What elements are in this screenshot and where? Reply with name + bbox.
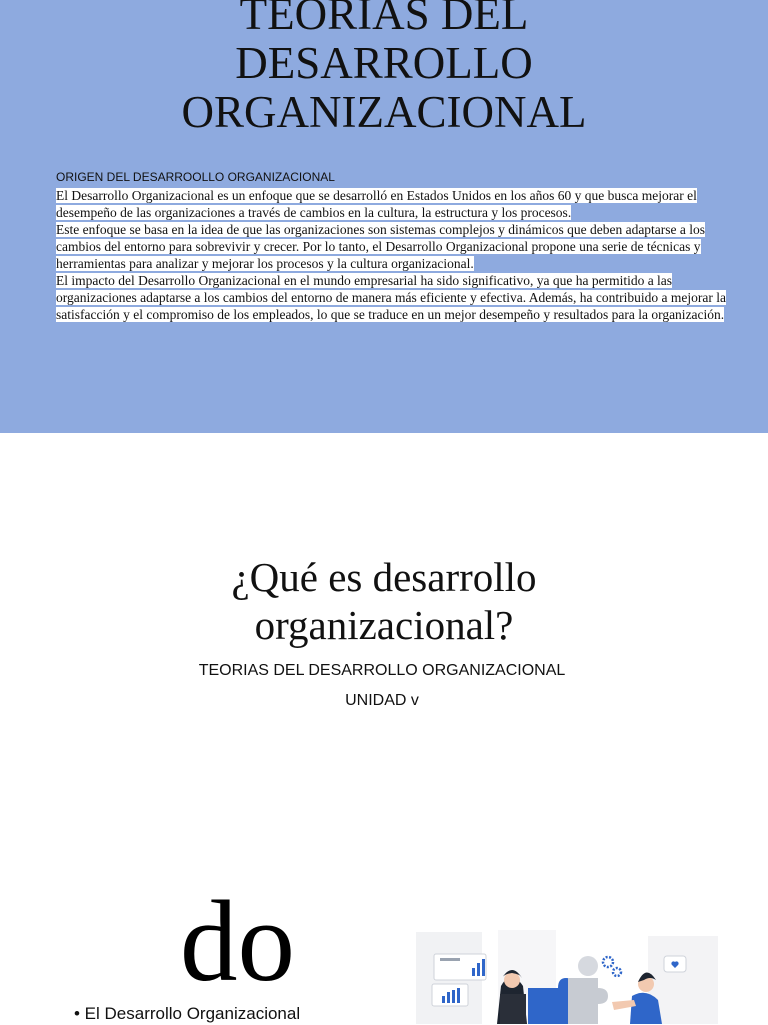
slide-2-title <box>0 553 768 649</box>
section-heading: ORIGEN DEL DESARROOLLO ORGANIZACIONAL <box>56 170 335 184</box>
title-line: ¿Qué es desarrollo <box>231 554 537 600</box>
title-line: organizacional? <box>254 602 514 648</box>
slide-1 <box>0 0 768 433</box>
title-line: ORGANIZACIONAL <box>181 87 587 137</box>
bar-chart-icon <box>434 954 486 980</box>
paragraph-text: El Desarrollo Organizacional es un enfoque que se desarrolló en Estados Unidos en los años 60 y que busca mejorar el desempeño de las organizaciones a través de cambios en la cultura, la estructura y los procesos. <box>56 188 697 220</box>
paragraph-text: Este enfoque se basa en la idea de que las organizaciones son sistemas complejos y dinámicos que deben adaptarse a los cambios del entorno para sobrevivir y crecer. Por lo tanto, el Desarrollo Organizacional propone una serie de técnicas y herramientas para analizar y mejorar los procesos y la cultura organizacional. <box>56 222 706 271</box>
bar-chart-icon <box>432 984 468 1006</box>
unit-label: UNIDAD v <box>345 692 419 709</box>
title-line: TEORIAS DEL <box>239 0 529 39</box>
bullet-item: • El Desarrollo Organizacional <box>74 1004 301 1023</box>
paragraph <box>56 187 736 221</box>
paragraph <box>56 272 736 323</box>
title-line: DESARROLLO <box>235 38 533 88</box>
gear-icon <box>603 957 621 976</box>
slide-2-subtitle: TEORIAS DEL DESARROLLO ORGANIZACIONAL <box>198 662 566 679</box>
body-text <box>56 187 736 323</box>
paragraph <box>56 221 736 272</box>
big-heading: do <box>180 878 295 1005</box>
chat-bubble-icon <box>664 956 686 972</box>
paragraph-text: El impacto del Desarrollo Organizacional en el mundo empresarial ha sido significativo, ya que ha permitido a las organizaciones adaptarse a los cambios del entorno de manera más eficiente y efectiva. Además, ha contribuido a mejorar la satisfacción y el compromiso de los empleados, lo que se traduce en un mejor desempeño y resultados para la organización. <box>56 273 726 322</box>
slide-1-title <box>0 0 768 137</box>
teamwork-illustration <box>398 928 740 1024</box>
